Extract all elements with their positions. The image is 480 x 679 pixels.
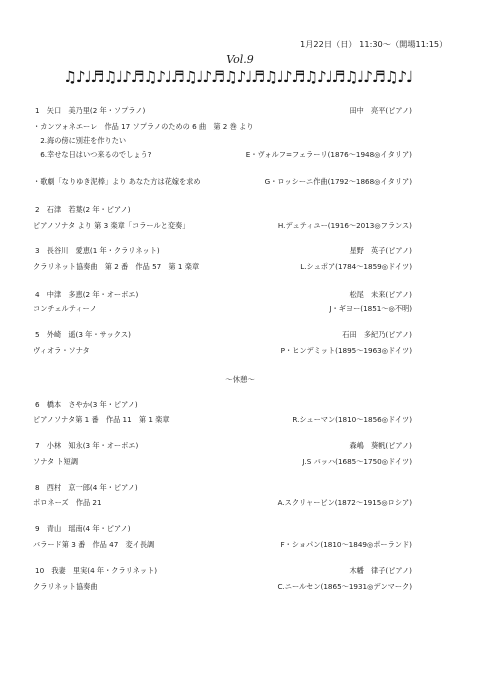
piece: ポロネーズ 作品 21 <box>33 498 102 507</box>
accompanist: 森嶋 葵帆(ピアノ) <box>349 441 412 450</box>
composer: L.シュポア(1784～1859◎ドイツ) <box>300 262 412 271</box>
accompanist: 星野 英子(ピアノ) <box>349 246 412 255</box>
composer: P・ヒンデミット(1895～1963◎ドイツ) <box>280 346 412 355</box>
accompanist: 木幡 律子(ピアノ) <box>349 566 412 575</box>
piece: ・歌劇「なりゆき泥棒」より あなた方は花嫁を求め <box>33 177 201 186</box>
piece: クラリネット協奏曲 第 2 番 作品 57 第 1 楽章 <box>33 262 200 271</box>
piece: ソナタ ト短調 <box>33 457 79 466</box>
composer: F・ショパン(1810～1849◎ポーランド) <box>280 540 412 549</box>
performer: 5 外崎 遥(3 年・サックス) <box>35 330 131 339</box>
volume-label: Vol.9 <box>226 53 254 66</box>
performer: 7 小林 知永(3 年・オーボエ) <box>35 441 139 450</box>
composer: A.スクリャービン(1872～1915◎ロシア) <box>277 498 412 507</box>
piece: ピアノソナタ第 1 番 作品 11 第 1 楽章 <box>33 415 170 424</box>
date-line: 1月22日（日） 11:30～（開場11:15） <box>300 39 448 49</box>
performer: 1 矢口 美乃里(2 年・ソプラノ) <box>35 106 146 115</box>
accompanist: 田中 亮平(ピアノ) <box>349 106 412 115</box>
piece: クラリネット協奏曲 <box>33 582 98 591</box>
composer: H.デュティユー(1916～2013◎フランス) <box>277 221 412 230</box>
piece: 6.幸せな日はいつ来るのでしょう? <box>33 150 152 159</box>
piece: コンチェルティーノ <box>33 304 97 313</box>
composer: J.S バッハ(1685～1750◎ドイツ) <box>302 457 412 466</box>
music-notes-decoration: ♫♪♩♬♫♩♪♬♫♪♩♬♫♩♪♬♫♪♩♬♫♩♪♬♫♪♩♬♫♩♪♬♫♪♩ <box>63 68 413 86</box>
performer: 10 我妻 里実(4 年・クラリネット) <box>35 566 158 575</box>
piece: ヴィオラ・ソナタ <box>33 346 90 355</box>
piece: 2.海の傍に別荘を作りたい <box>33 136 127 145</box>
performer: 2 石津 若葉(2 年・ピアノ) <box>35 205 131 214</box>
composer: J・ギヨー(1851～◎不明) <box>329 304 412 313</box>
performer: 8 西村 京一郎(4 年・ピアノ) <box>35 483 138 492</box>
performer: 3 長谷川 愛恵(1 年・クラリネット) <box>35 246 160 255</box>
accompanist: 松尾 未来(ピアノ) <box>349 290 412 299</box>
accompanist: 石田 多紀乃(ピアノ) <box>342 330 412 339</box>
performer: 9 青山 瑶南(4 年・ピアノ) <box>35 524 131 533</box>
piece: バラード第 3 番 作品 47 変イ長調 <box>33 540 155 549</box>
composer: R.シューマン(1810～1856◎ドイツ) <box>292 415 412 424</box>
piece: ピアノソナタ より 第 3 楽章「コラールと変奏」 <box>33 221 190 230</box>
composer: C.ニールセン(1865～1931◎デンマーク) <box>277 582 412 591</box>
composer: E・ヴォルフ=フェラーリ(1876～1948◎イタリア) <box>245 150 412 159</box>
composer: G・ロッシーニ作曲(1792～1868◎イタリア) <box>264 177 412 186</box>
performer: 4 中津 多恵(2 年・オーボエ) <box>35 290 139 299</box>
piece: ・カンツォネエーレ 作品 17 ソプラノのための 6 曲 第 2 巻 より <box>33 122 254 131</box>
intermission: ～休憩～ <box>225 375 255 384</box>
performer: 6 橋本 さやか(3 年・ピアノ) <box>35 400 138 409</box>
